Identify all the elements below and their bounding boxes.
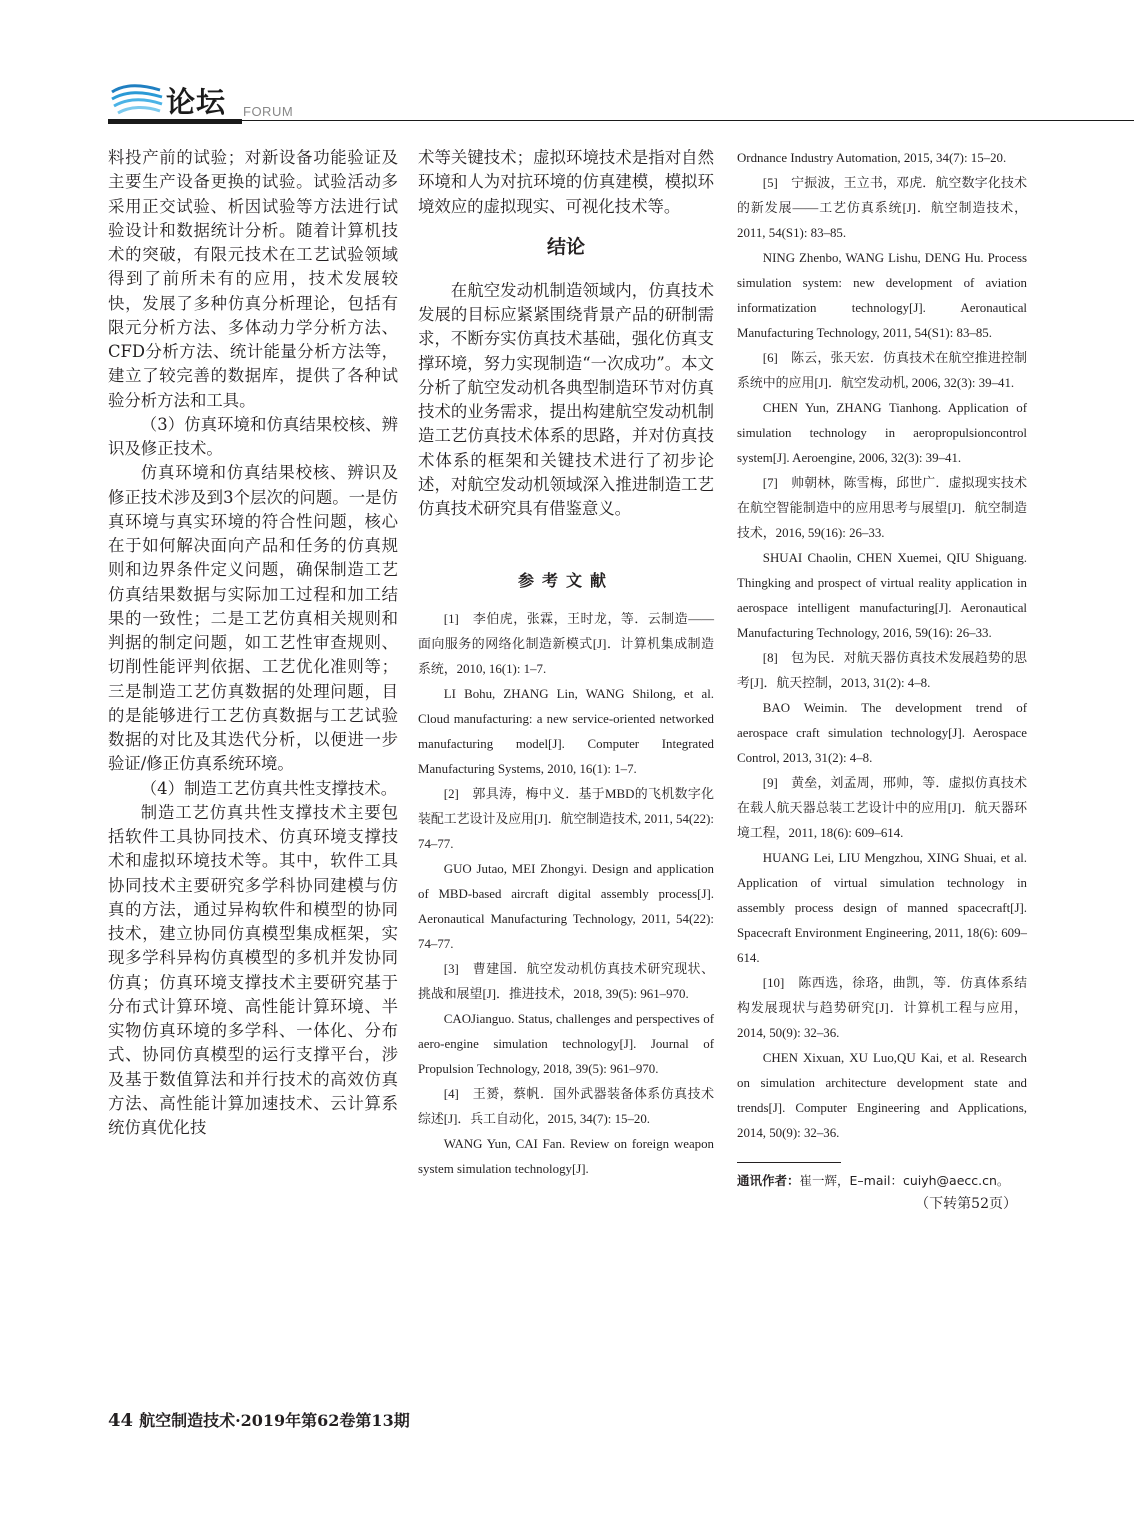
reference-item: [2] 郭具涛，梅中义．基于MBD的飞机数字化装配工艺设计及应用[J]．航空制造技术, 2011, 54(22): 74–77. — [418, 787, 714, 852]
footnote-rule — [737, 1162, 841, 1163]
reference-item: LI Bohu, ZHANG Lin, WANG Shilong, et al. Cloud manufacturing: a new service-oriented networked manufacturing model[J]. Computer Integrated Manufacturing Systems, 2010, 16(1): 1–7. — [418, 687, 714, 777]
subheading: （3）仿真环境和仿真结果校核、辨识及修正技术。 — [108, 414, 398, 458]
references-heading: 参考文献 — [517, 571, 614, 591]
reference-item: [9] 黄垒，刘孟周，邢帅，等．虚拟仿真技术在载人航天器总装工艺设计中的应用[J]．航天器环境工程，2011, 18(6): 609–614. — [737, 776, 1027, 840]
continued-note: （下转第52页） — [915, 1196, 1017, 1212]
page-footer — [108, 1408, 410, 1431]
header-rule-accent — [108, 119, 242, 124]
reference-item: [1] 李伯虎，张霖，王时龙，等．云制造——面向服务的网络化制造新模式[J]．计算机集成制造系统，2010, 16(1): 1–7. — [418, 612, 714, 677]
reference-item: [6] 陈云，张天宏．仿真技术在航空推进控制系统中的应用[J]．航空发动机, 2006, 32(3): 39–41. — [737, 351, 1027, 390]
header-rule — [108, 120, 1134, 121]
corresponding-author-text: 崔一辉，E–mail：cuiyh@aecc.cn。 — [799, 1173, 1010, 1188]
reference-item: CHEN Yun, ZHANG Tianhong. Application of simulation technology in aeropropulsioncontrol system[J]. Aeroengine, 2006, 32(3): 39–41. — [737, 401, 1027, 465]
column-1 — [108, 146, 398, 1140]
column-3 — [737, 146, 1027, 1215]
reference-item: [10] 陈西选，徐珞，曲凯，等．仿真体系结构发展现状与趋势研究[J]．计算机工程与应用，2014, 50(9): 32–36. — [737, 976, 1027, 1040]
paragraph: 料投产前的试验；对新设备功能验证及主要生产设备更换的试验。试验活动多采用正交试验、析因试验等方法进行试验设计和数据统计分析。随着计算机技术的突破，有限元技术在工艺试验领域得到了前所未有的应用，技术发展较快，发展了多种仿真分析理论，包括有限元分析方法、多体动力学分析方法、CFD分析方法、统计能量分析方法等，建立了较完善的数据库，提供了各种试验分析方法和工具。 — [108, 148, 398, 410]
reference-item: [3] 曹建国．航空发动机仿真技术研究现状、挑战和展望[J]．推进技术，2018, 39(5): 961–970. — [418, 962, 714, 1002]
paragraph: 仿真环境和仿真结果校核、辨识及修正技术涉及到3个层次的问题。一是仿真环境与真实环境的符合性问题，核心在于如何解决面向产品和任务的仿真规则和边界条件定义问题，确保制造工艺仿真结果数据与实际加工过程和加工结果的一致性；二是工艺仿真相关规则和判据的制定问题，如工艺性审查规则、切削性能评判依据、工艺优化准则等；三是制造工艺仿真数据的处理问题，目的是能够进行工艺仿真数据与工艺试验数据的对比及其迭代分析，以便进一步验证/修正仿真系统环境。 — [108, 463, 398, 774]
corresponding-author-label: 通讯作者： — [737, 1173, 800, 1188]
section-title: 论坛 — [166, 85, 227, 119]
reference-item: [4] 王赟，蔡帆．国外武器装备体系仿真技术综述[J]．兵工自动化，2015, 34(7): 15–20. — [418, 1087, 714, 1127]
reference-item: GUO Jutao, MEI Zhongyi. Design and application of MBD-based aircraft digital assembly process[J]. Aeronautical Manufacturing Technology, 2011, 54(22): 74–77. — [418, 862, 714, 952]
journal-logo-icon — [110, 82, 164, 120]
reference-item: CAOJianguo. Status, challenges and perspectives of aero-engine simulation technology[J]. Journal of Propulsion Technology, 2018, 39(5): 961–970. — [418, 1012, 714, 1077]
reference-item: Ordnance Industry Automation, 2015, 34(7): 15–20. — [737, 151, 1007, 165]
reference-item: SHUAI Chaolin, CHEN Xuemei, QIU Shiguang. Thingking and prospect of virtual reality application in aerospace intelligent manufacturing[J]. Aeronautical Manufacturing Technology, 2016, 59(16): 26–33. — [737, 551, 1027, 640]
section-title-en: FORUM — [243, 104, 294, 119]
conclusion-paragraph: 在航空发动机制造领域内，仿真技术发展的目标应紧紧围绕背景产品的研制需求，不断夯实仿真技术基础，强化仿真支撑环境，努力实现制造“一次成功”。本文分析了航空发动机各典型制造环节对仿真技术的业务需求，提出构建航空发动机制造工艺仿真技术体系的思路，并对仿真技术体系的框架和关键技术进行了初步论述，对航空发动机领域深入推进制造工艺仿真技术研究具有借鉴意义。 — [418, 280, 714, 518]
journal-info: 航空制造技术·2019年第62卷第13期 — [139, 1411, 410, 1430]
reference-item: CHEN Xixuan, XU Luo,QU Kai, et al. Research on simulation architecture development state and trends[J]. Computer Engineering and Applications, 2014, 50(9): 32–36. — [737, 1051, 1027, 1140]
reference-item: BAO Weimin. The development trend of aerospace craft simulation technology[J]. Aerospace Control, 2013, 31(2): 4–8. — [737, 701, 1027, 765]
corresponding-author — [737, 1169, 1027, 1193]
paragraph: 制造工艺仿真共性支撑技术主要包括软件工具协同技术、仿真环境支撑技术和虚拟环境技术等。其中，软件工具协同技术主要研究多学科协同建模与仿真的方法，通过异构软件和模型的协同技术，建立协同仿真模型集成框架，实现多学科异构仿真模型的多机并发协同仿真；仿真环境支撑技术主要研究基于分布式计算环境、高性能计算环境、半实物仿真环境的多学科、一体化、分布式、协同仿真模型的运行支撑平台，涉及基于数值算法和并行技术的高效仿真方法、高性能计算加速技术、云计算系统仿真优化技 — [108, 802, 398, 1137]
paragraph: 术等关键技术；虚拟环境技术是指对自然环境和人为对抗环境的仿真建模，模拟环境效应的虚拟现实、可视化技术等。 — [418, 148, 714, 216]
reference-item: [7] 帅朝林，陈雪梅，邱世广．虚拟现实技术在航空智能制造中的应用思考与展望[J]．航空制造技术，2016, 59(16): 26–33. — [737, 476, 1027, 540]
subheading: （4）制造工艺仿真共性支撑技术。 — [140, 778, 398, 798]
conclusion-heading: 结论 — [546, 235, 585, 258]
reference-item: NING Zhenbo, WANG Lishu, DENG Hu. Process simulation system: new development of aviation informatization technology[J]. Aeronautical Manufacturing Technology, 2011, 54(S1): 83–85. — [737, 251, 1027, 340]
reference-item: WANG Yun, CAI Fan. Review on foreign weapon system simulation technology[J]. — [418, 1137, 714, 1177]
reference-item: [8] 包为民．对航天器仿真技术发展趋势的思考[J]．航天控制，2013, 31(2): 4–8. — [737, 651, 1027, 690]
column-2 — [418, 146, 714, 1182]
page-number: 44 — [108, 1410, 134, 1431]
reference-item: [5] 宁振波，王立书，邓虎．航空数字化技术的新发展——工艺仿真系统[J]．航空制造技术，2011, 54(S1): 83–85. — [737, 176, 1027, 240]
reference-item: HUANG Lei, LIU Mengzhou, XING Shuai, et al. Application of virtual simulation technology in assembly process design of manned spacecraft[J]. Spacecraft Environment Engineering, 2011, 18(6): 609–614. — [737, 851, 1027, 965]
